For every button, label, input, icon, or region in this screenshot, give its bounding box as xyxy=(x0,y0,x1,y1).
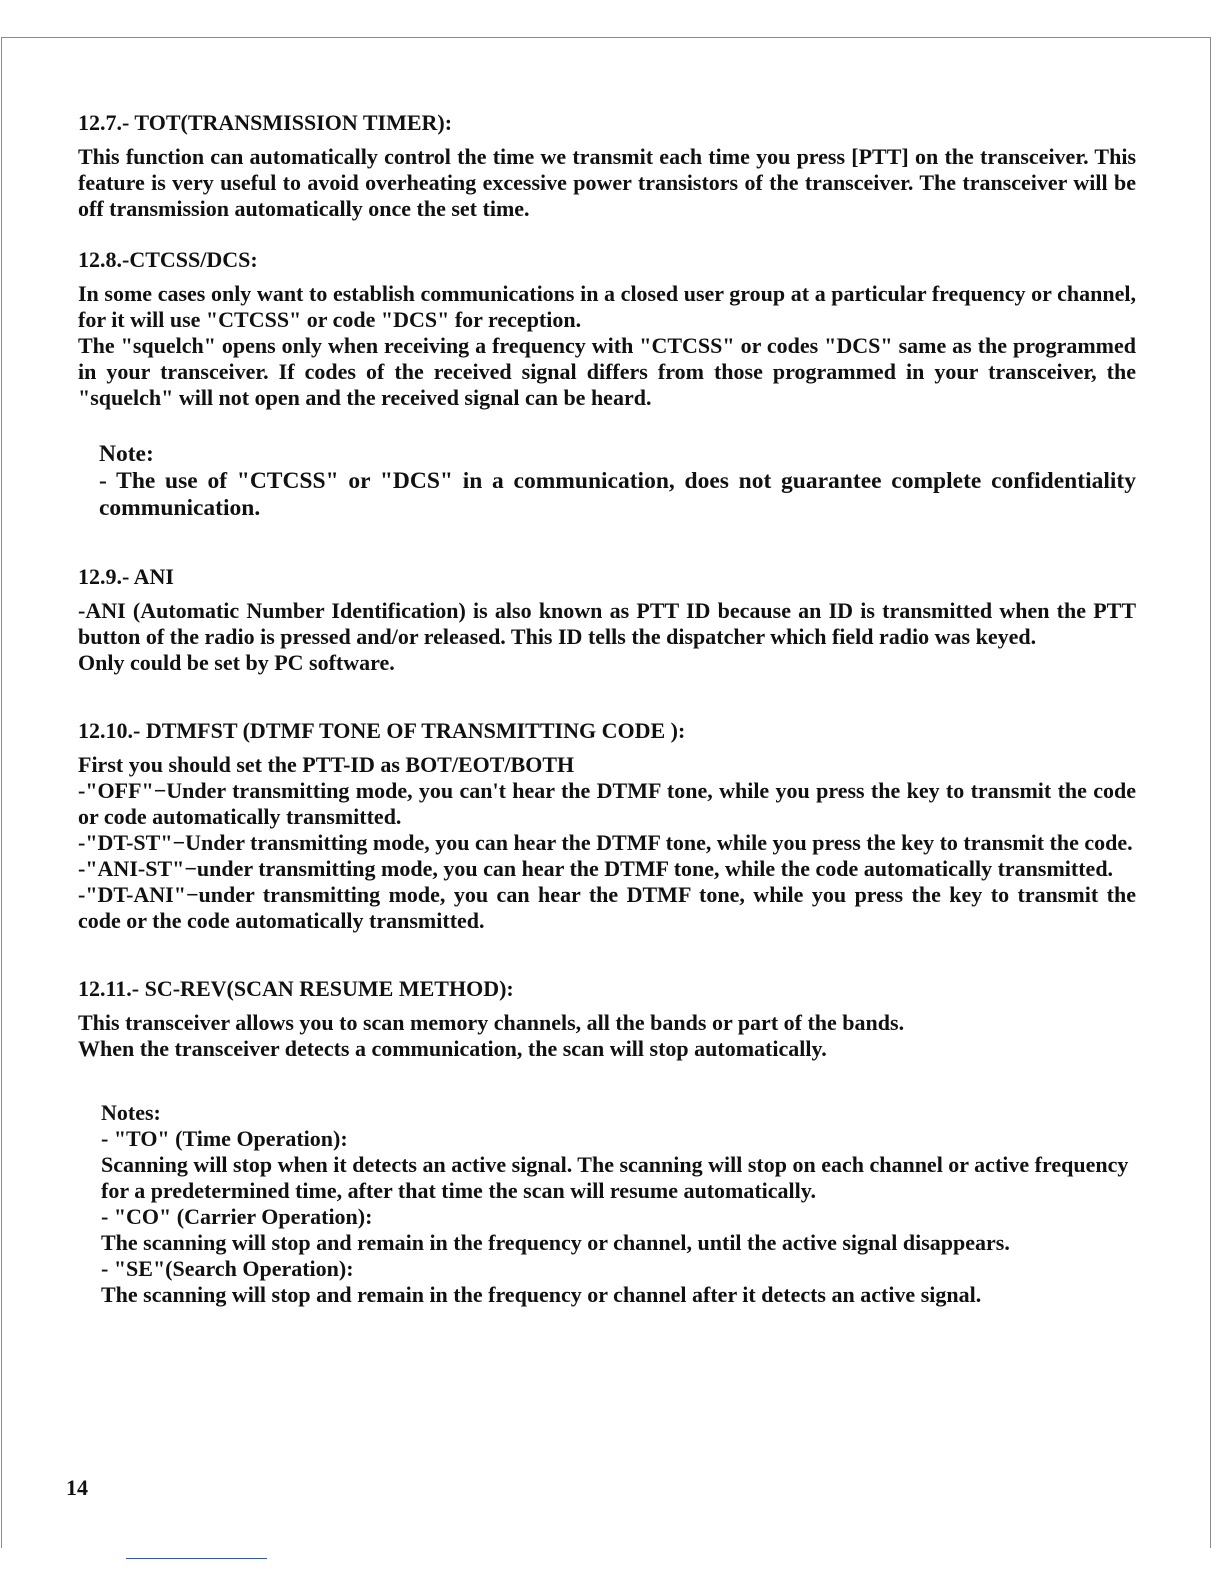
ctcss-paragraph-1: In some cases only want to establish communications in a closed user group at a particular frequency or channel, for it will use "CTCSS" or code "DCS" for reception. xyxy=(78,281,1136,332)
section-12-8 xyxy=(78,247,1136,522)
ctcss-note-text: - The use of "CTCSS" or "DCS" in a communication, does not guarantee complete confidentiality communication. xyxy=(99,468,1136,521)
page-number: 14 xyxy=(66,1475,88,1500)
sc-rev-co-text: The scanning will stop and remain in the frequency or channel, until the active signal disappears. xyxy=(101,1230,1010,1255)
sc-rev-to-text: Scanning will stop when it detects an active signal. The scanning will stop on each channel or active frequency for a predetermined time, after that time the scan will resume automatically. xyxy=(101,1152,1129,1203)
dtmfst-paragraph-1: First you should set the PTT-ID as BOT/EOT/BOTH xyxy=(78,752,575,777)
section-title-dtmfst: 12.10.- DTMFST (DTMF TONE OF TRANSMITTING CODE ): xyxy=(78,718,686,743)
ctcss-note xyxy=(78,441,1136,522)
section-title-sc-rev: 12.11.- SC-REV(SCAN RESUME METHOD): xyxy=(78,976,514,1001)
page-content xyxy=(78,110,1136,1308)
sc-rev-to-label: - "TO" (Time Operation): xyxy=(101,1126,348,1151)
ani-paragraph-1: -ANI (Automatic Number Identification) is also known as PTT ID because an ID is transmitted when the PTT button of the radio is pressed and/or released. This ID tells the dispatcher which field radio was keyed. xyxy=(78,598,1136,649)
sc-rev-notes-label: Notes: xyxy=(101,1100,161,1125)
dtmfst-option-off: -"OFF"−Under transmitting mode, you can't hear the DTMF tone, while you press the key to transmit the code or code automatically transmitted. xyxy=(78,778,1136,829)
ctcss-paragraph-2: The "squelch" opens only when receiving a frequency with "CTCSS" or codes "DCS" same as the programmed in your transceiver. If codes of the received signal differs from those programmed in your transceiver, the "squelch" will not open and the received signal can be heard. xyxy=(78,333,1136,410)
sc-rev-co-label: - "CO" (Carrier Operation): xyxy=(101,1204,373,1229)
dtmfst-option-dt-st: -"DT-ST"−Under transmitting mode, you can hear the DTMF tone, while you press the key to transmit the code. xyxy=(78,830,1133,855)
section-12-10 xyxy=(78,718,1136,934)
ani-paragraph-2: Only could be set by PC software. xyxy=(78,650,395,675)
dtmfst-option-ani-st: -"ANI-ST"−under transmitting mode, you can hear the DTMF tone, while the code automatically transmitted. xyxy=(78,856,1114,881)
sc-rev-paragraph-1: This transceiver allows you to scan memory channels, all the bands or part of the bands. xyxy=(78,1010,905,1035)
dtmfst-option-dt-ani: -"DT-ANI"−under transmitting mode, you can hear the DTMF tone, while you press the key to transmit the code or the code automatically transmitted. xyxy=(78,882,1136,933)
ctcss-note-label: Note: xyxy=(99,441,154,467)
footer-link-underline xyxy=(126,1558,267,1559)
sc-rev-paragraph-2: When the transceiver detects a communication, the scan will stop automatically. xyxy=(78,1036,827,1061)
section-12-9 xyxy=(78,564,1136,676)
section-12-11 xyxy=(78,976,1136,1308)
section-title-ani: 12.9.- ANI xyxy=(78,564,174,589)
tot-paragraph: This function can automatically control the time we transmit each time you press [PTT] on the transceiver. This feature is very useful to avoid overheating excessive power transistors of the transceiver. The transceiver will be off transmission automatically once the set time. xyxy=(78,144,1136,221)
sc-rev-se-text: The scanning will stop and remain in the frequency or channel after it detects an active signal. xyxy=(101,1282,982,1307)
sc-rev-se-label: - "SE"(Search Operation): xyxy=(101,1256,354,1281)
section-title-tot: 12.7.- TOT(TRANSMISSION TIMER): xyxy=(78,110,453,135)
section-12-7 xyxy=(78,110,1136,222)
sc-rev-notes xyxy=(78,1100,1136,1308)
section-title-ctcss-dcs: 12.8.-CTCSS/DCS: xyxy=(78,247,258,272)
